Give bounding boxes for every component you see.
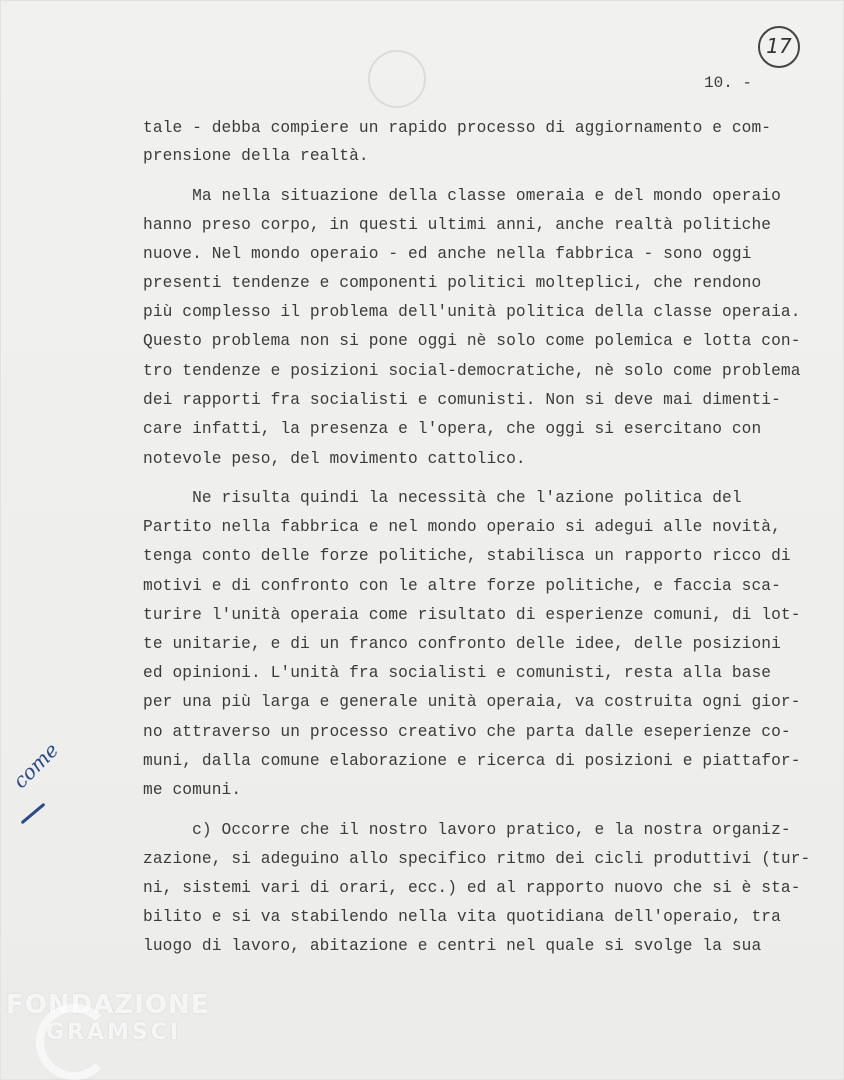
text-line: Ma nella situazione della classe omeraia e del mondo operaio [143,187,781,205]
text-line: presenti tendenze e componenti politici molteplici, che rendono [143,274,762,292]
archive-watermark [6,990,209,1045]
text-line: tro tendenze e posizioni social-democratiche, nè solo come problema [143,362,801,380]
text-line: motivi e di confronto con le altre forze politiche, e faccia sca- [143,577,781,595]
text-line: care infatti, la presenza e l'opera, che oggi si esercitano con [143,420,762,438]
watermark-logo-icon [36,1004,112,1080]
folio-mark: 17 [758,26,800,68]
text-line: muni, dalla comune elaborazione e ricerca di posizioni e piattafor- [143,752,801,770]
text-line: luogo di lavoro, abitazione e centri nel quale si svolge la sua [143,937,762,955]
text-line: te unitarie, e di un franco confronto delle idee, delle posizioni [143,635,781,653]
text-line: tenga conto delle forze politiche, stabilisca un rapporto ricco di [143,547,791,565]
text-line: Ne risulta quindi la necessità che l'azione politica del [143,489,742,507]
text-line: ni, sistemi vari di orari, ecc.) ed al rapporto nuovo che si è sta- [143,879,801,897]
text-line: Questo problema non si pone oggi nè solo come polemica e lotta con- [143,332,801,350]
handwritten-margin-note: come [8,737,64,793]
text-line: me comuni. [143,781,242,799]
text-line: più complesso il problema dell'unità politica della classe operaia. [143,303,801,321]
text-line: prensione della realtà. [143,147,369,165]
text-line: ed opinioni. L'unità fra socialisti e comunisti, resta alla base [143,664,772,682]
watermark-line-2: GRAMSCI [46,1020,182,1045]
watermark-line-1: FONDAZIONE [6,990,210,1020]
text-line: nuove. Nel mondo operaio - ed anche nella fabbrica - sono oggi [143,245,752,263]
text-line: no attraverso un processo creativo che parta dalle eseperienze co- [143,723,791,741]
text-line: c) Occorre che il nostro lavoro pratico, e la nostra organiz- [143,821,791,839]
text-line: turire l'unità operaia come risultato di esperienze comuni, di lot- [143,606,801,624]
text-line: bilito e si va stabilendo nella vita quotidiana dell'operaio, tra [143,908,781,926]
page-number: 10. - [704,74,753,92]
handwritten-stroke [21,803,46,825]
text-line: hanno preso corpo, in questi ultimi anni, anche realtà politiche [143,216,772,234]
faint-stamp [368,50,426,108]
text-line: zazione, si adeguino allo specifico ritmo dei cicli produttivi (tur- [143,850,811,868]
text-line: per una più larga e generale unità operaia, va costruita ogni gior- [143,693,801,711]
text-line: tale - debba compiere un rapido processo di aggiornamento e com- [143,119,772,137]
text-line: Partito nella fabbrica e nel mondo operaio si adegui alle novità, [143,518,781,536]
text-line: dei rapporti fra socialisti e comunisti. Non si deve mai dimenti- [143,391,781,409]
text-line: notevole peso, del movimento cattolico. [143,450,526,468]
